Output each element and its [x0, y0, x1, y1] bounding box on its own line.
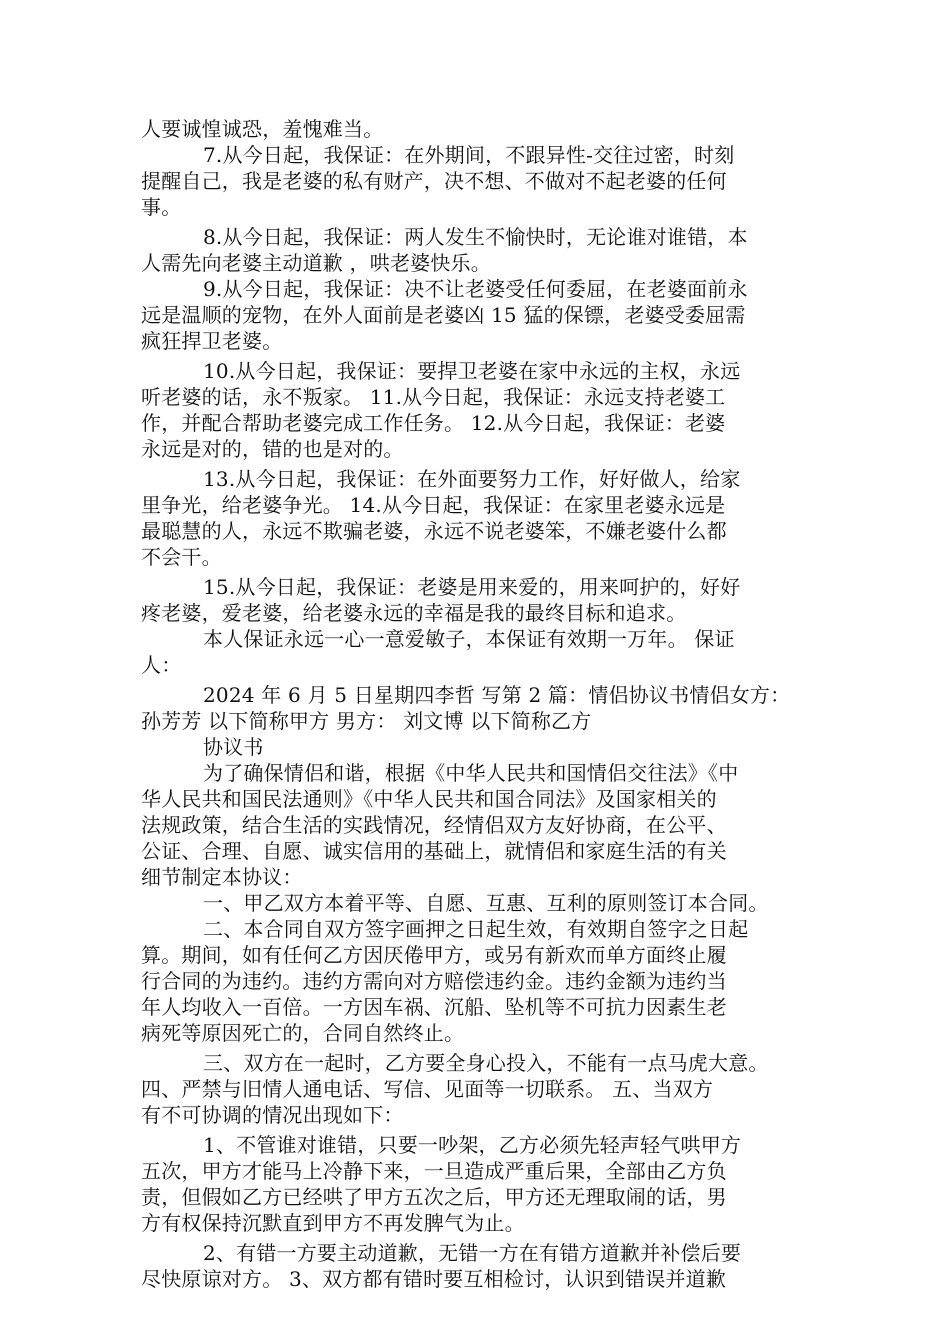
text-line: 华人民共和国民法通则》《中华人民共和国合同法》及国家相关的 — [141, 787, 717, 811]
text-line: 9.从今日起，我保证：决不让老婆受任何委屈，在老婆面前永 — [203, 277, 748, 301]
text-line: 7.从今日起，我保证：在外期间，不跟异性-交往过密，时刻 — [203, 143, 735, 167]
text-line: 疯狂捍卫老婆。 — [141, 329, 283, 353]
text-line: 远是温顺的宠物，在外人面前是老婆凶 15 猛的保镖，老婆受委屈需 — [141, 303, 746, 327]
text-line: 尽快原谅对方。 3、双方都有错时要互相检讨，认识到错误并道歉 — [141, 1267, 727, 1291]
text-line: 病死等原因死亡的，合同自然终止。 — [141, 1021, 465, 1045]
text-line: 二、本合同自双方签字画押之日起生效，有效期自签字之日起 — [203, 917, 749, 941]
text-line: 作，并配合帮助老婆完成工作任务。 12.从今日起，我保证：老婆 — [141, 411, 726, 435]
text-line: 细节制定本协议： — [141, 865, 303, 889]
text-line: 协议书 — [203, 735, 264, 759]
text-line: 人要诚惶诚恐，羞愧难当。 — [141, 117, 384, 141]
text-line: 不会干。 — [141, 545, 222, 569]
text-line: 本人保证永远一心一意爱敏子，本保证有效期一万年。 保证 — [203, 627, 735, 651]
text-line: 方有权保持沉默直到甲方不再发脾气为止。 — [141, 1211, 525, 1235]
text-line: 2024 年 6 月 5 日星期四李哲 写第 2 篇：情侣协议书情侣女方： — [203, 683, 791, 707]
text-line: 1、不管谁对谁错，只要一吵架，乙方必须先轻声轻气哄甲方 — [203, 1133, 742, 1157]
document-page — [141, 116, 813, 1292]
text-line: 13.从今日起，我保证：在外面要努力工作，好好做人，给家 — [203, 467, 741, 491]
text-line: 15.从今日起，我保证：老婆是用来爱的，用来呵护的，好好 — [203, 575, 741, 599]
text-line: 责，但假如乙方已经哄了甲方五次之后，甲方还无理取闹的话，男 — [141, 1185, 727, 1209]
text-line: 8.从今日起，我保证：两人发生不愉快时，无论谁对谁错，本 — [203, 225, 748, 249]
text-line: 三、双方在一起时，乙方要全身心投入，不能有一点马虎大意。 — [203, 1051, 769, 1075]
text-line: 事。 — [141, 195, 182, 219]
text-line: 年人均收入一百倍。一方因车祸、沉船、坠机等不可抗力因素生老 — [141, 995, 727, 1019]
text-line: 里争光，给老婆争光。 14.从今日起，我保证：在家里老婆永远是 — [141, 493, 726, 517]
text-line: 为了确保情侣和谐，根据《中华人民共和国情侣交往法》《中 — [203, 761, 739, 785]
text-line: 疼老婆，爱老婆，给老婆永远的幸福是我的最终目标和追求。 — [141, 601, 687, 625]
text-line: 四、严禁与旧情人通电话、写信、见面等一切联系。 五、当双方 — [141, 1077, 714, 1101]
text-line: 行合同的为违约。违约方需向对方赔偿违约金。违约金额为违约当 — [141, 969, 727, 993]
text-line: 提醒自己，我是老婆的私有财产，决不想、不做对不起老婆的任何 — [141, 169, 727, 193]
text-line: 五次，甲方才能马上冷静下来，一旦造成严重后果，全部由乙方负 — [141, 1159, 727, 1183]
text-line: 孙芳芳 以下简称甲方 男方： 刘文博 以下简称乙方 — [141, 709, 592, 733]
text-line: 法规政策，结合生活的实践情况，经情侣双方友好协商，在公平、 — [141, 813, 727, 837]
text-line: 永远是对的，错的也是对的。 — [141, 437, 404, 461]
text-line: 人： — [141, 653, 182, 677]
text-line: 公证、合理、自愿、诚实信用的基础上，就情侣和家庭生活的有关 — [141, 839, 727, 863]
text-line: 有不可协调的情况出现如下： — [141, 1103, 404, 1127]
text-line: 听老婆的话，永不叛家。 11.从今日起，我保证：永远支持老婆工 — [141, 385, 726, 409]
text-line: 算。期间，如有任何乙方因厌倦甲方，或另有新欢而单方面终止履 — [141, 943, 727, 967]
text-line: 一、甲乙双方本着平等、自愿、互惠、互利的原则签订本合同。 — [203, 891, 769, 915]
text-line: 最聪慧的人，永远不欺骗老婆，永远不说老婆笨，不嫌老婆什么都 — [141, 519, 727, 543]
text-line: 2、有错一方要主动道歉，无错一方在有错方道歉并补偿后要 — [203, 1241, 742, 1265]
text-line: 10.从今日起，我保证：要捍卫老婆在家中永远的主权，永远 — [203, 359, 741, 383]
text-line: 人需先向老婆主动道歉 ，哄老婆快乐。 — [141, 251, 491, 275]
